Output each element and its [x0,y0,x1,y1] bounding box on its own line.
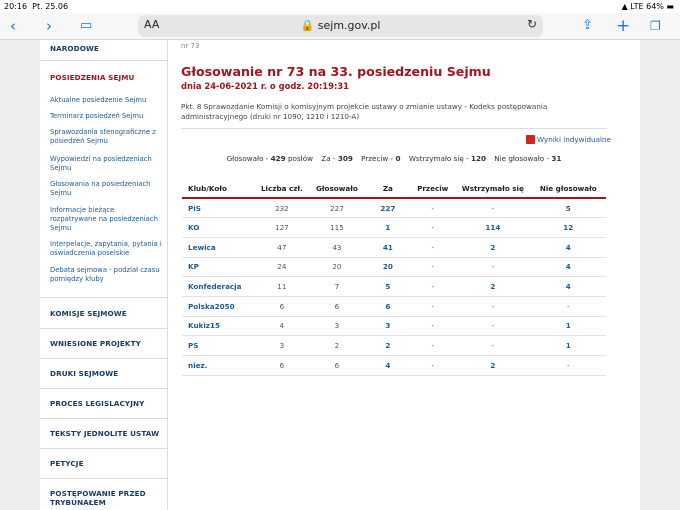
cell[interactable]: 4 [531,277,606,297]
cell: 227 [308,198,365,218]
new-tab-icon[interactable]: + [616,16,631,36]
club-name[interactable]: Lewica [182,237,255,257]
cell[interactable]: 2 [455,237,530,257]
sidebar-link-sprawozdania[interactable]: Sprawozdania stenograficzne z posiedzeń Sejmu [50,128,156,145]
cell: 4 [255,316,308,336]
club-name[interactable]: PS [182,336,255,356]
cell: 3 [308,316,365,336]
url-host: 🔒 sejm.gov.pl [300,19,381,32]
club-name[interactable]: Polska2050 [182,296,255,316]
cell: 43 [308,237,365,257]
cell: 2 [308,336,365,356]
sidebar-section-petycje[interactable]: PETYCJE [50,459,84,468]
main-content [170,40,640,510]
address-bar[interactable] [138,15,543,37]
cell: - [455,257,530,277]
sidebar-section-proces[interactable]: PROCES LEGISLACYJNY [50,399,145,408]
cell: 6 [255,356,308,376]
table-row [182,316,606,336]
cell[interactable]: 4 [531,237,606,257]
cell[interactable]: 227 [365,198,410,218]
back-icon[interactable]: ‹ [10,17,16,35]
status-bar [0,0,680,13]
cell[interactable]: 2 [455,356,530,376]
vote-number: nr 73 [181,42,200,50]
table-row [182,296,606,316]
table-row [182,198,606,218]
col-przeciw: Przeciw [410,180,455,198]
right-margin [640,40,680,510]
col-glosowalo: Głosowało [308,180,365,198]
cell: - [531,356,606,376]
cell[interactable]: 20 [365,257,410,277]
club-name[interactable]: KP [182,257,255,277]
tabs-icon[interactable]: ❐ [650,19,661,33]
cell[interactable]: 3 [365,316,410,336]
cell: 11 [255,277,308,297]
cell: - [531,296,606,316]
cell[interactable]: 41 [365,237,410,257]
share-icon[interactable]: ⇪ [582,18,593,33]
club-name[interactable]: Konfederacja [182,277,255,297]
table-row [182,356,606,376]
col-za: Za [365,180,410,198]
cell[interactable]: 114 [455,218,530,238]
club-name[interactable]: niez. [182,356,255,376]
cell: - [455,316,530,336]
sidebar-section-komisje[interactable]: KOMISJE SEJMOWE [50,309,127,318]
sidebar-divider [40,328,168,329]
cell: 6 [255,296,308,316]
cell: 6 [308,296,365,316]
results-table [182,180,606,376]
col-wstrzymalo: Wstrzymało się [455,180,530,198]
cell: - [455,296,530,316]
sidebar-link-terminarz[interactable]: Terminarz posiedzeń Sejmu [50,112,144,120]
sidebar [40,40,168,510]
cell[interactable]: 1 [531,336,606,356]
sidebar-link-debata[interactable]: Debata sejmowa - podział czasu pomiędzy kluby [50,266,160,283]
cell: 127 [255,218,308,238]
sidebar-link-interpelacje[interactable]: Interpelacje, zapytania, pytania i oświadczenia poselskie [50,240,162,257]
cell: - [410,296,455,316]
status-signal-battery: ▲ LTE 64% ▬ [621,2,674,11]
cell[interactable]: 4 [365,356,410,376]
sidebar-section-projekty[interactable]: WNIESIONE PROJEKTY [50,339,141,348]
sidebar-section-posiedzenia[interactable]: POSIEDZENIA SEJMU [50,73,135,82]
sidebar-section-druki[interactable]: DRUKI SEJMOWE [50,369,119,378]
cell: 7 [308,277,365,297]
cell[interactable]: 1 [365,218,410,238]
cell: - [410,277,455,297]
sidebar-divider [40,60,168,61]
sidebar-divider [40,358,168,359]
vote-summary: Głosowało - 429 posłów Za - 309 Przeciw - 0 Wstrzymało się - 120 Nie głosowało - 31 [226,154,562,163]
cell: - [455,336,530,356]
cell[interactable]: 4 [531,257,606,277]
sidebar-link-wypowiedzi[interactable]: Wypowiedzi na posiedzeniach Sejmu [50,155,152,172]
cell: - [410,336,455,356]
cell[interactable]: 5 [365,277,410,297]
text-size-button[interactable]: AA [144,18,160,31]
cell: 20 [308,257,365,277]
sidebar-link-aktualne[interactable]: Aktualne posiedzenie Sejmu [50,96,147,104]
col-liczba: Liczba czł. [255,180,308,198]
cell: 3 [255,336,308,356]
cell[interactable]: 5 [531,198,606,218]
cell[interactable]: 6 [365,296,410,316]
table-row [182,237,606,257]
browser-toolbar [0,13,680,40]
sidebar-divider [40,478,168,479]
sidebar-divider [40,448,168,449]
cell: - [410,257,455,277]
forward-icon[interactable]: › [46,17,52,35]
table-header-row [182,180,606,198]
reload-icon[interactable]: ↻ [526,17,537,31]
individual-results-link[interactable]: Wyniki indywidualne [526,135,611,144]
sidebar-section-postepowanie[interactable]: POSTĘPOWANIE PRZED TRYBUNAŁEM [50,489,146,507]
cell: - [410,316,455,336]
table-row [182,277,606,297]
cell[interactable]: 2 [365,336,410,356]
cell: 47 [255,237,308,257]
status-time-date: 20:16 Pt. 25.06 [4,2,69,11]
vote-date: dnia 24-06-2021 r. o godz. 20:19:31 [181,81,349,91]
col-nie-glosowalo: Nie głosowało [531,180,606,198]
cell[interactable]: 12 [531,218,606,238]
vote-description: Pkt. 8 Sprawozdanie Komisji o komisyjnym projekcie ustawy o zmianie ustawy - Kodeks postępowania administracyjnego (druki nr 1090, 1210 i 1210-A) [181,102,548,121]
cell: - [410,356,455,376]
sidebar-link-informacje[interactable]: Informacje bieżące rozpatrywane na posiedzeniach Sejmu [50,206,158,232]
sidebar-section-narodowe[interactable]: NARODOWE [50,44,99,53]
left-margin [0,40,40,510]
cell[interactable]: 2 [455,277,530,297]
club-name[interactable]: KO [182,218,255,238]
col-klub: Klub/Koło [182,180,255,198]
web-page [0,40,680,510]
sidebar-divider [40,297,168,298]
cell: 232 [255,198,308,218]
cell: - [410,237,455,257]
cell: - [410,198,455,218]
bookmarks-icon[interactable]: ▭ [80,18,93,33]
table-row [182,218,606,238]
cell: 115 [308,218,365,238]
sidebar-link-glosowania[interactable]: Głosowania na posiedzeniach Sejmu [50,180,151,197]
cell: - [455,198,530,218]
cell[interactable]: 1 [531,316,606,336]
club-name[interactable]: PiS [182,198,255,218]
sidebar-section-teksty[interactable]: TEKSTY JEDNOLITE USTAW [50,429,160,438]
cell: 6 [308,356,365,376]
table-row [182,257,606,277]
cell: 24 [255,257,308,277]
pdf-icon [526,135,535,144]
table-row [182,336,606,356]
club-name[interactable]: Kukiz15 [182,316,255,336]
page-title: Głosowanie nr 73 na 33. posiedzeniu Sejmu [181,64,491,79]
cell: - [410,218,455,238]
divider [181,128,607,129]
sidebar-divider [40,388,168,389]
sidebar-divider [40,418,168,419]
